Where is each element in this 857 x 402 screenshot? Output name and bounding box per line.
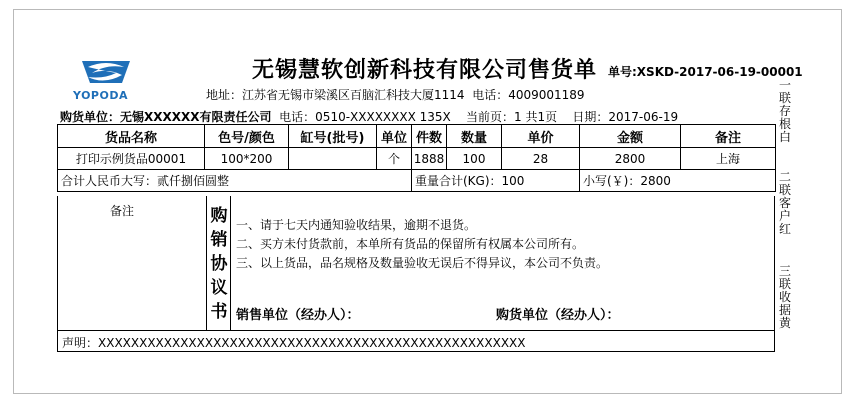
cell-unit-price: 28 — [502, 148, 580, 170]
term-item: 一、请于七天内通知验收结果，逾期不退货。 — [236, 218, 477, 232]
logo-text: YOPODA — [73, 89, 128, 102]
notes-label: 备注 — [110, 204, 135, 218]
header-pieces: 件数 — [412, 125, 447, 148]
cell-batch — [289, 148, 377, 170]
copy-char: 联 — [779, 91, 792, 105]
page-indicator: 当前页：1 共1页 — [466, 110, 558, 124]
company-phone: 电话：4009001189 — [472, 88, 585, 102]
document-date: 日期：2017-06-19 — [572, 110, 679, 124]
seller-signature-label: 销售单位（经办人）： — [236, 308, 360, 323]
copy-char: 三 — [779, 264, 792, 278]
table-row — [58, 148, 776, 170]
copy-label-customer — [779, 171, 791, 236]
agreement-char: 购 — [210, 206, 228, 226]
header-product-name: 货品名称 — [58, 125, 205, 148]
agreement-terms — [236, 216, 608, 273]
term-item: 二、买方未付货款前，本单所有货品的保留所有权属本公司所有。 — [236, 237, 585, 251]
copy-label-stub — [779, 79, 791, 144]
copy-char: 白 — [779, 130, 792, 144]
copy-char: 联 — [779, 183, 792, 197]
total-in-figures: 小写(￥)：2800 — [580, 170, 776, 192]
cell-unit: 个 — [377, 148, 412, 170]
agreement-title — [209, 204, 229, 324]
agreement-char: 协 — [210, 254, 228, 274]
company-address-line — [206, 86, 585, 103]
header-amount: 金额 — [580, 125, 681, 148]
agreement-char: 销 — [210, 230, 228, 250]
cell-amount: 2800 — [580, 148, 681, 170]
copy-label-receipt — [779, 265, 791, 330]
statement-text: 声明：XXXXXXXXXXXXXXXXXXXXXXXXXXXXXXXXXXXXXXXXXXXXXXXXXXXX — [62, 336, 526, 350]
header-unit: 单位 — [377, 125, 412, 148]
copy-char: 客 — [779, 196, 792, 210]
copy-char: 联 — [779, 277, 792, 291]
cell-quantity: 100 — [447, 148, 502, 170]
header-remark: 备注 — [681, 125, 776, 148]
copy-char: 一 — [779, 78, 792, 92]
buyer-signature-label: 购货单位（经办人）： — [496, 308, 620, 323]
header-unit-price: 单价 — [502, 125, 580, 148]
buyer-name: 无锡XXXXXX有限责任公司 — [120, 110, 272, 124]
document-title: 无锡慧软创新科技有限公司售货单 — [252, 57, 598, 83]
cell-product-name: 打印示例货品00001 — [58, 148, 205, 170]
copy-char: 据 — [779, 303, 792, 317]
header-color: 色号/颜色 — [205, 125, 289, 148]
term-item: 三、以上货品，品名规格及数量验收无误后不得异议，本公司不负责。 — [236, 256, 609, 270]
cell-remark: 上海 — [681, 148, 776, 170]
notes-divider — [230, 196, 231, 330]
agreement-char: 书 — [210, 302, 228, 322]
header-quantity: 数量 — [447, 125, 502, 148]
copy-char: 黄 — [779, 316, 792, 330]
notes-section — [57, 196, 775, 330]
copy-char: 存 — [779, 104, 792, 118]
buyer-phone: 电话：0510-XXXXXXXX 135X — [279, 110, 451, 124]
cell-color: 100*200 — [205, 148, 289, 170]
buyer-info-line — [60, 108, 678, 125]
goods-table — [57, 124, 776, 192]
statement-row — [57, 330, 775, 352]
copy-char: 收 — [779, 290, 792, 304]
copy-char: 根 — [779, 117, 792, 131]
header-batch: 缸号(批号) — [289, 125, 377, 148]
notes-divider — [206, 196, 207, 330]
copy-char: 红 — [779, 222, 792, 236]
cell-pieces: 1888 — [412, 148, 447, 170]
total-weight: 重量合计(KG)：100 — [412, 170, 580, 192]
copy-char: 户 — [779, 209, 792, 223]
table-header-row — [58, 125, 776, 148]
totals-row — [58, 170, 776, 192]
company-address: 地址：江苏省无锡市梁溪区百脑汇科技大厦1114 — [206, 88, 465, 102]
buyer-label: 购货单位： — [60, 110, 121, 124]
total-in-words: 合计人民币大写：贰仟捌佰圆整 — [58, 170, 412, 192]
document-number: 单号:XSKD-2017-06-19-00001 — [608, 65, 803, 79]
copy-char: 二 — [779, 170, 792, 184]
agreement-char: 议 — [210, 278, 228, 298]
